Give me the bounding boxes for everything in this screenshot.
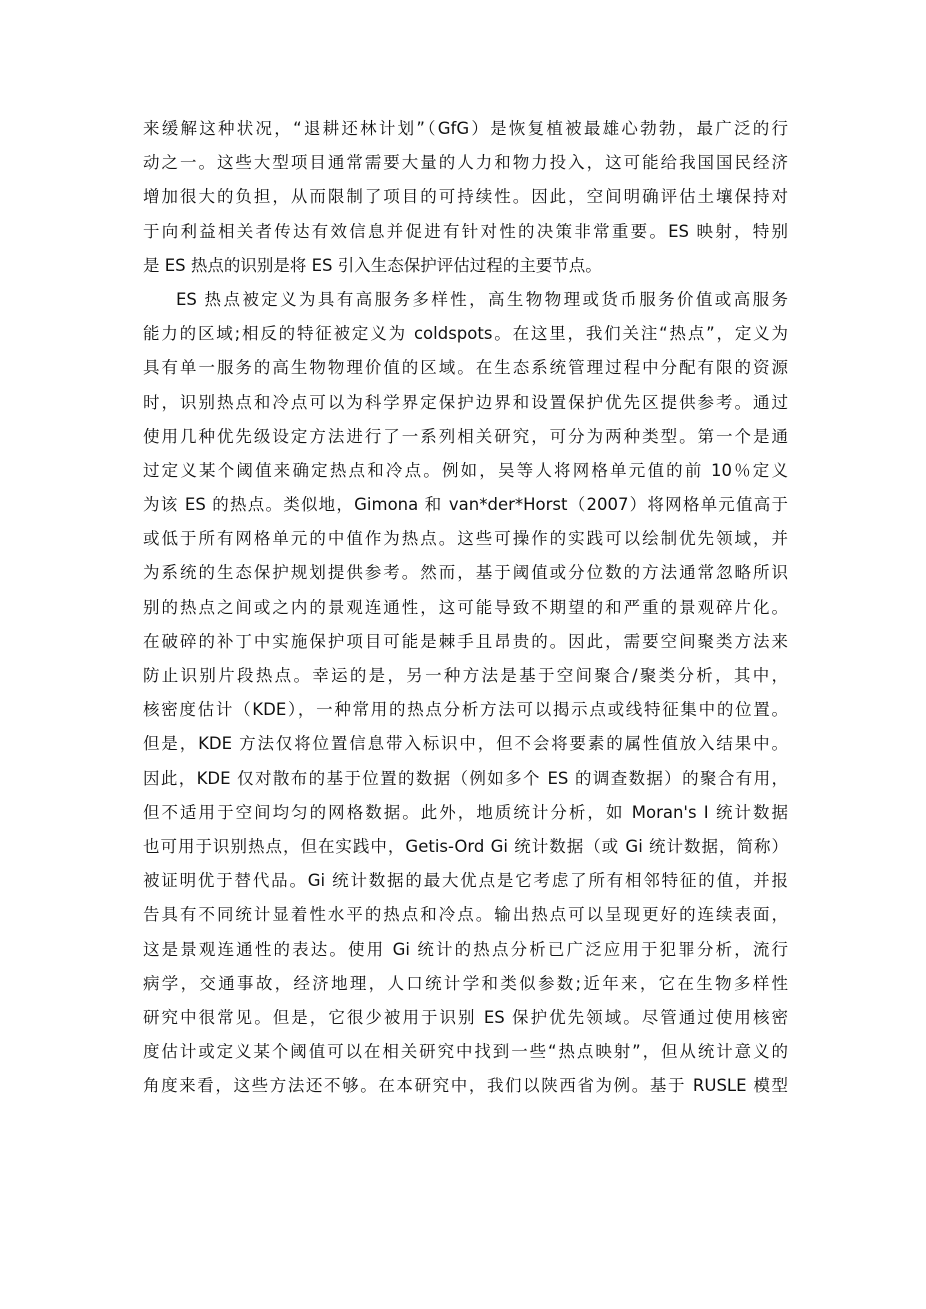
text-line: 是 ES 热点的识别是将 ES 引入生态保护评估过程的主要节点。 — [143, 255, 602, 275]
text-line: ES 热点被定义为具有高服务多样性，高生物物理或货币服务价值或高服务 — [176, 289, 788, 309]
paragraph-1 — [143, 112, 788, 283]
text-line: 度估计或定义某个阈值可以在相关研究中找到一些“热点映射”，但从统计意义的 — [143, 1042, 788, 1062]
text-line: 在破碎的补丁中实施保护项目可能是棘手且昂贵的。因此，需要空间聚类方法来 — [143, 631, 788, 651]
text-line: 防止识别片段热点。幸运的是，另一种方法是基于空间聚合/聚类分析，其中， — [143, 666, 788, 685]
text-line: 能力的区域;相反的特征被定义为 coldspots。在这里，我们关注“热点”，定义为 — [143, 324, 788, 344]
text-line: 于向利益相关者传达有效信息并促进有针对性的决策非常重要。ES 映射，特别 — [143, 221, 788, 241]
text-line: 但是，KDE 方法仅将位置信息带入标识中，但不会将要素的属性值放入结果中。 — [143, 734, 788, 754]
text-line: 这是景观连通性的表达。使用 Gi 统计的热点分析已广泛应用于犯罪分析，流行 — [143, 939, 788, 959]
text-line: 角度来看，这些方法还不够。在本研究中，我们以陕西省为例。基于 RUSLE 模型 — [143, 1076, 788, 1096]
text-line: 或低于所有网格单元的中值作为热点。这些可操作的实践可以绘制优先领域，并 — [143, 529, 788, 549]
text-line: 使用几种优先级设定方法进行了一系列相关研究，可分为两种类型。第一个是通 — [143, 426, 788, 446]
text-line: 来缓解这种状况，“退耕还林计划”（GfG）是恢复植被最雄心勃勃，最广泛的行 — [143, 119, 788, 138]
text-line: 告具有不同统计显着性水平的热点和冷点。输出热点可以呈现更好的连续表面， — [143, 905, 788, 925]
text-line: 也可用于识别热点，但在实践中，Getis-Ord Gi 统计数据（或 Gi 统计数据，简称） — [143, 836, 788, 856]
text-line: 具有单一服务的高生物物理价值的区域。在生态系统管理过程中分配有限的资源 — [143, 358, 788, 378]
text-line: 研究中很常见。但是，它很少被用于识别 ES 保护优先领域。尽管通过使用核密 — [143, 1007, 788, 1027]
text-line: 核密度估计（KDE），一种常用的热点分析方法可以揭示点或线特征集中的位置。 — [143, 700, 788, 720]
text-line: 因此，KDE 仅对散布的基于位置的数据（例如多个 ES 的调查数据）的聚合有用， — [143, 768, 788, 788]
text-line: 过定义某个阈值来确定热点和冷点。例如，吴等人将网格单元值的前 10％定义 — [143, 460, 788, 480]
text-line: 病学，交通事故，经济地理，人口统计学和类似参数;近年来，它在生物多样性 — [143, 973, 788, 993]
text-line: 为该 ES 的热点。类似地，Gimona 和 van*der*Horst（2007）将网格单元值高于 — [143, 495, 788, 515]
text-line: 被证明优于替代品。Gi 统计数据的最大优点是它考虑了所有相邻特征的值，并报 — [143, 871, 788, 891]
paragraph-2 — [143, 283, 788, 1104]
text-line: 但不适用于空间均匀的网格数据。此外，地质统计分析，如 Moran's I 统计数据 — [143, 802, 788, 822]
body-text — [143, 112, 788, 1103]
text-line: 动之一。这些大型项目通常需要大量的人力和物力投入，这可能给我国国民经济 — [143, 153, 788, 173]
text-line: 增加很大的负担，从而限制了项目的可持续性。因此，空间明确评估土壤保持对 — [143, 187, 788, 207]
text-line: 为系统的生态保护规划提供参考。然而，基于阈值或分位数的方法通常忽略所识 — [143, 563, 788, 583]
text-line: 时，识别热点和冷点可以为科学界定保护边界和设置保护优先区提供参考。通过 — [143, 392, 788, 412]
text-line: 别的热点之间或之内的景观连通性，这可能导致不期望的和严重的景观碎片化。 — [143, 597, 788, 617]
